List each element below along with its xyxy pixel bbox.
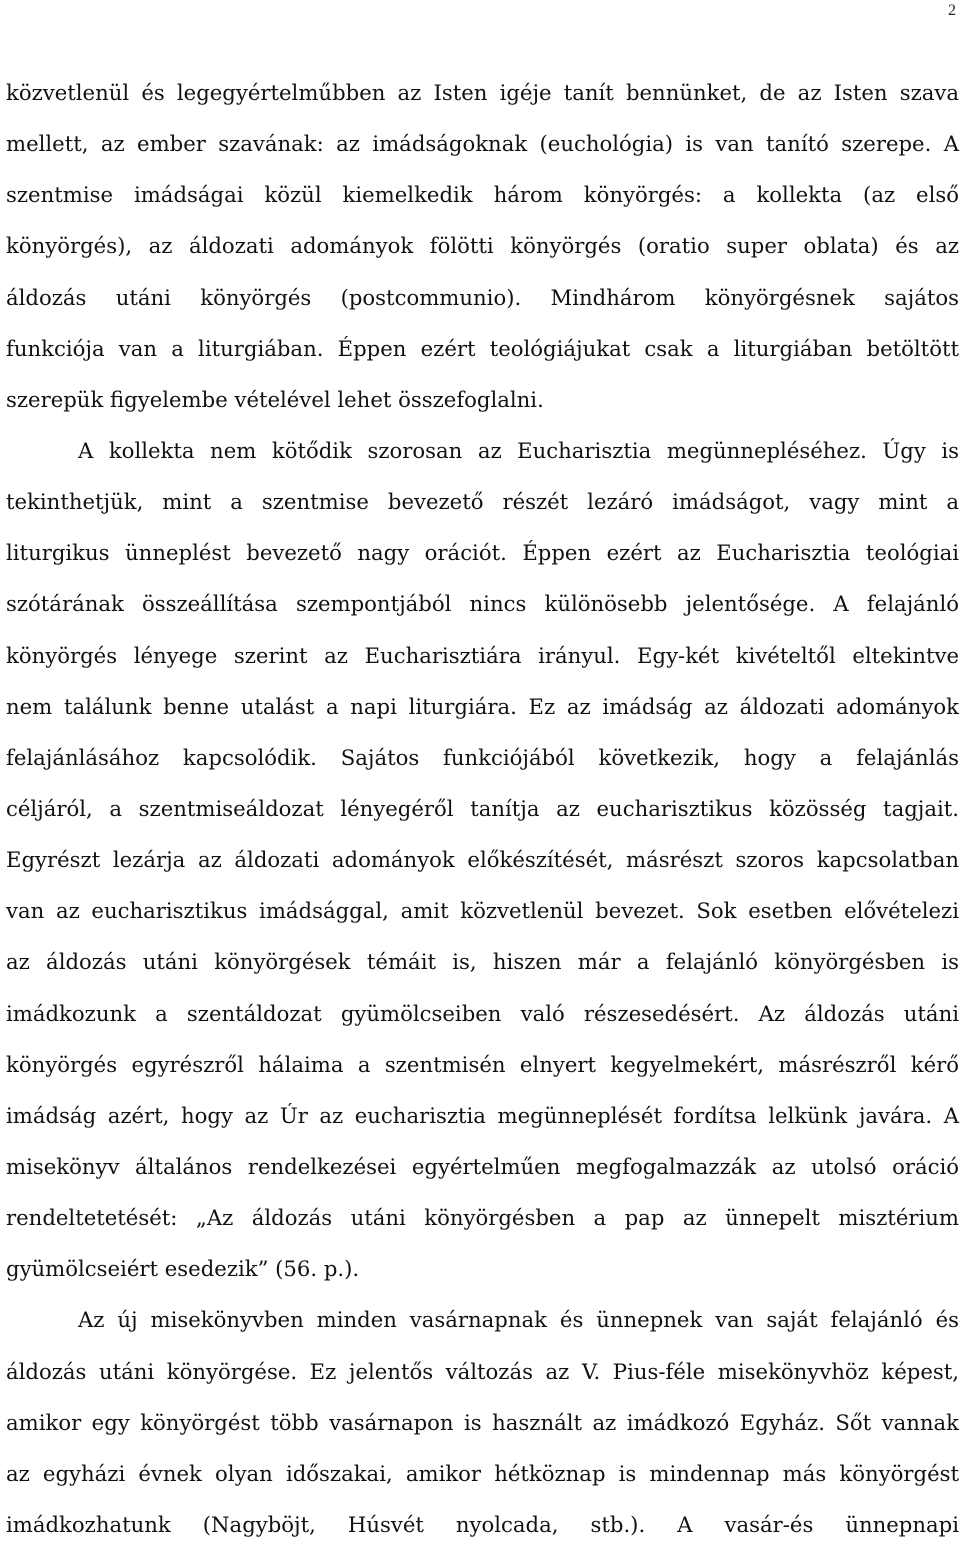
- text-line: imádkozhatunk (Nagyböjt, Húsvét nyolcada, stb.). A vasár-és ünnepnapi: [6, 1511, 959, 1537]
- text-line: szentmise imádságai közül kiemelkedik három könyörgés: a kollekta (az első: [6, 182, 959, 208]
- text-line: könyörgés), az áldozati adományok fölötti könyörgés (oratio super oblata) és az: [6, 233, 959, 259]
- text-line: az áldozás utáni könyörgések témáit is, hiszen már a felajánló könyörgésben is: [6, 949, 959, 975]
- text-line: misekönyv általános rendelkezései egyértelműen megfogalmazzák az utolsó oráció: [6, 1153, 959, 1179]
- text-line: felajánlásához kapcsolódik. Sajátos funkciójából következik, hogy a felajánlás: [6, 744, 959, 770]
- text-line: imádság azért, hogy az Úr az eucharisztia megünneplését fordítsa lelkünk javára. A: [6, 1102, 959, 1128]
- text-line: mellett, az ember szavának: az imádságoknak (euchológia) is van tanító szerepe. A: [6, 131, 959, 157]
- text-line: imádkozunk a szentáldozat gyümölcseiben való részesedésért. Az áldozás utáni: [6, 1000, 959, 1026]
- text-line: szerepük figyelembe vételével lehet összefoglalni.: [6, 386, 544, 412]
- text-line: könyörgés egyrészről hálaima a szentmisén elnyert kegyelmekért, másrészről kérő: [6, 1051, 959, 1077]
- document-body: [6, 67, 959, 1550]
- text-line: szótárának összeállítása szempontjából nincs különösebb jelentősége. A felajánló: [6, 591, 959, 617]
- text-line: az egyházi évnek olyan időszakai, amikor hétköznap is mindennap más könyörgést: [6, 1460, 959, 1486]
- text-line: gyümölcseiért esedezik” (56. p.).: [6, 1256, 360, 1282]
- text-line: Az új misekönyvben minden vasárnapnak és ünnepnek van saját felajánló és: [78, 1307, 959, 1333]
- text-line: nem találunk benne utalást a napi liturgiára. Ez az imádság az áldozati adományok: [6, 693, 959, 719]
- text-line: liturgikus ünneplést bevezető nagy orációt. Éppen ezért az Eucharisztia teológiai: [6, 540, 959, 566]
- text-line: A kollekta nem kötődik szorosan az Eucharisztia megünnepléséhez. Úgy is: [78, 437, 959, 463]
- text-line: könyörgés lényege szerint az Eucharisztiára irányul. Egy-két kivételtől eltekintve: [6, 642, 959, 668]
- text-line: tekinthetjük, mint a szentmise bevezető részét lezáró imádságot, vagy mint a: [6, 489, 959, 515]
- text-line: amikor egy könyörgést több vasárnapon is használt az imádkozó Egyház. Sőt vannak: [6, 1409, 959, 1435]
- text-line: funkciója van a liturgiában. Éppen ezért teológiájukat csak a liturgiában betöltött: [6, 335, 959, 361]
- text-line: rendeltetetését: „Az áldozás utáni könyörgésben a pap az ünnepelt misztérium: [6, 1205, 959, 1231]
- page-number: 2: [948, 2, 956, 19]
- text-line: Egyrészt lezárja az áldozati adományok előkészítését, másrészt szoros kapcsolatban: [6, 847, 959, 873]
- text-line: közvetlenül és legegyértelműbben az Isten igéje tanít bennünket, de az Isten szava: [6, 80, 959, 105]
- text-line: céljáról, a szentmiseáldozat lényegéről tanítja az eucharisztikus közösség tagjait.: [6, 795, 959, 821]
- text-line: áldozás utáni könyörgés (postcommunio). Mindhárom könyörgésnek sajátos: [6, 284, 959, 310]
- text-line: van az eucharisztikus imádsággal, amit közvetlenül bevezet. Sok esetben elővételezi: [6, 898, 959, 924]
- text-line: áldozás utáni könyörgése. Ez jelentős változás az V. Pius-féle misekönyvhöz képest,: [6, 1358, 959, 1384]
